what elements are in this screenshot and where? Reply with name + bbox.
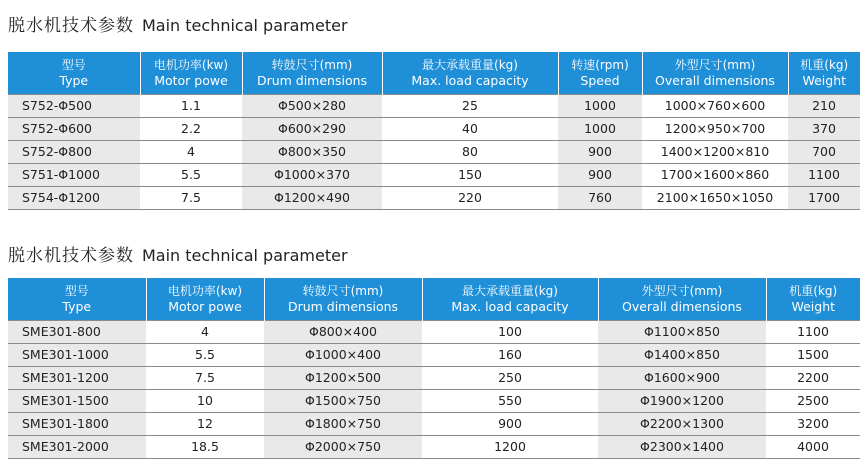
table-cell: 900 bbox=[558, 140, 642, 163]
table-cell: 2200 bbox=[766, 366, 860, 389]
table-cell: Φ1500×750 bbox=[264, 389, 422, 412]
column-header bbox=[8, 278, 146, 320]
column-header bbox=[140, 52, 242, 94]
table-cell: Φ1600×900 bbox=[598, 366, 766, 389]
column-header-zh: 机重(kg) bbox=[789, 283, 838, 298]
table-row bbox=[8, 163, 860, 186]
table-cell: Φ600×290 bbox=[242, 117, 382, 140]
column-header bbox=[558, 52, 642, 94]
table-cell: 900 bbox=[422, 412, 598, 435]
table-cell: 10 bbox=[146, 389, 264, 412]
table-cell: 1000 bbox=[558, 94, 642, 117]
column-header-en: Max. load capacity bbox=[451, 298, 569, 314]
column-header-en: Overall dimensions bbox=[622, 298, 742, 314]
column-header-en: Motor powe bbox=[168, 298, 242, 314]
column-header bbox=[382, 52, 558, 94]
table-cell: 80 bbox=[382, 140, 558, 163]
table-cell: Φ1900×1200 bbox=[598, 389, 766, 412]
table-cell: Φ1100×850 bbox=[598, 320, 766, 343]
column-header-en: Motor powe bbox=[154, 72, 228, 88]
section-title-1 bbox=[8, 13, 348, 39]
table-cell: 7.5 bbox=[146, 366, 264, 389]
column-header-zh: 转鼓尺寸(mm) bbox=[302, 283, 384, 298]
column-header bbox=[8, 52, 140, 94]
column-header-en: Type bbox=[62, 298, 92, 314]
column-header-zh: 转速(rpm) bbox=[571, 57, 629, 72]
table-cell: 760 bbox=[558, 186, 642, 209]
column-header-en: Weight bbox=[791, 298, 836, 314]
table-cell: 4 bbox=[140, 140, 242, 163]
table-cell: Φ1000×370 bbox=[242, 163, 382, 186]
column-header-zh: 型号 bbox=[64, 283, 89, 298]
table-cell: 210 bbox=[788, 94, 860, 117]
table-cell: Φ1200×490 bbox=[242, 186, 382, 209]
column-header-zh: 电机功率(kw) bbox=[153, 57, 229, 72]
title-en: Main technical parameter bbox=[142, 16, 348, 35]
table-cell: 160 bbox=[422, 343, 598, 366]
table-cell: 1000 bbox=[558, 117, 642, 140]
table-row bbox=[8, 186, 860, 209]
section-title-2 bbox=[8, 243, 348, 269]
table-cell: 3200 bbox=[766, 412, 860, 435]
table-row bbox=[8, 94, 860, 117]
table-cell: 550 bbox=[422, 389, 598, 412]
table-row bbox=[8, 389, 860, 412]
title-zh: 脱水机技术参数 bbox=[8, 246, 134, 266]
column-header bbox=[766, 278, 860, 320]
table-cell: 2100×1650×1050 bbox=[642, 186, 788, 209]
header-row bbox=[8, 278, 860, 320]
table-cell: Φ1400×850 bbox=[598, 343, 766, 366]
table-cell: 25 bbox=[382, 94, 558, 117]
table-cell: 4000 bbox=[766, 435, 860, 458]
table-cell: 7.5 bbox=[140, 186, 242, 209]
column-header-zh: 最大承载重量(kg) bbox=[462, 283, 558, 298]
table-cell: 5.5 bbox=[140, 163, 242, 186]
table-cell: 150 bbox=[382, 163, 558, 186]
spec-table-1 bbox=[8, 52, 860, 210]
table-row bbox=[8, 343, 860, 366]
table-cell: S752-Φ500 bbox=[8, 94, 140, 117]
column-header-zh: 最大承载重量(kg) bbox=[422, 57, 518, 72]
table-cell: 900 bbox=[558, 163, 642, 186]
table-cell: SME301-1000 bbox=[8, 343, 146, 366]
table-cell: 5.5 bbox=[146, 343, 264, 366]
table-cell: Φ2200×1300 bbox=[598, 412, 766, 435]
table-cell: 1100 bbox=[766, 320, 860, 343]
table-row bbox=[8, 140, 860, 163]
column-header-zh: 机重(kg) bbox=[800, 57, 849, 72]
table-row bbox=[8, 366, 860, 389]
column-header bbox=[642, 52, 788, 94]
spec-table-2 bbox=[8, 278, 860, 459]
column-header-en: Weight bbox=[802, 72, 847, 88]
column-header-zh: 型号 bbox=[61, 57, 86, 72]
header-row bbox=[8, 52, 860, 94]
table-cell: 40 bbox=[382, 117, 558, 140]
title-zh: 脱水机技术参数 bbox=[8, 16, 134, 36]
column-header bbox=[422, 278, 598, 320]
table-cell: Φ2000×750 bbox=[264, 435, 422, 458]
table-cell: Φ1000×400 bbox=[264, 343, 422, 366]
table-cell: 1700 bbox=[788, 186, 860, 209]
table-row bbox=[8, 117, 860, 140]
table-cell: 1700×1600×860 bbox=[642, 163, 788, 186]
table-cell: 1000×760×600 bbox=[642, 94, 788, 117]
column-header bbox=[598, 278, 766, 320]
column-header-en: Type bbox=[59, 72, 89, 88]
table-cell: SME301-1200 bbox=[8, 366, 146, 389]
table-cell: 220 bbox=[382, 186, 558, 209]
column-header-zh: 电机功率(kw) bbox=[167, 283, 243, 298]
table-cell: 1500 bbox=[766, 343, 860, 366]
table-cell: Φ800×400 bbox=[264, 320, 422, 343]
column-header-en: Speed bbox=[580, 72, 620, 88]
table-cell: 100 bbox=[422, 320, 598, 343]
table-cell: Φ2300×1400 bbox=[598, 435, 766, 458]
column-header-en: Max. load capacity bbox=[411, 72, 529, 88]
table-cell: 1200 bbox=[422, 435, 598, 458]
table-cell: S752-Φ800 bbox=[8, 140, 140, 163]
table-cell: Φ1800×750 bbox=[264, 412, 422, 435]
column-header-en: Drum dimensions bbox=[256, 72, 368, 88]
table-cell: 1400×1200×810 bbox=[642, 140, 788, 163]
table-cell: SME301-2000 bbox=[8, 435, 146, 458]
table-cell: S752-Φ600 bbox=[8, 117, 140, 140]
table-cell: 250 bbox=[422, 366, 598, 389]
column-header-zh: 外型尺寸(mm) bbox=[674, 57, 756, 72]
table-cell: 4 bbox=[146, 320, 264, 343]
table-cell: S754-Φ1200 bbox=[8, 186, 140, 209]
table-cell: 1200×950×700 bbox=[642, 117, 788, 140]
table-cell: SME301-1500 bbox=[8, 389, 146, 412]
column-header bbox=[788, 52, 860, 94]
column-header-zh: 转鼓尺寸(mm) bbox=[271, 57, 353, 72]
table-cell: S751-Φ1000 bbox=[8, 163, 140, 186]
column-header bbox=[146, 278, 264, 320]
table-cell: Φ500×280 bbox=[242, 94, 382, 117]
table-cell: 700 bbox=[788, 140, 860, 163]
column-header bbox=[242, 52, 382, 94]
column-header-en: Overall dimensions bbox=[655, 72, 775, 88]
table-cell: 1100 bbox=[788, 163, 860, 186]
table-cell: 2.2 bbox=[140, 117, 242, 140]
table-row bbox=[8, 412, 860, 435]
table-cell: 1.1 bbox=[140, 94, 242, 117]
column-header bbox=[264, 278, 422, 320]
table-cell: SME301-1800 bbox=[8, 412, 146, 435]
table-cell: 370 bbox=[788, 117, 860, 140]
table-cell: Φ1200×500 bbox=[264, 366, 422, 389]
table-row bbox=[8, 435, 860, 458]
table-row bbox=[8, 320, 860, 343]
table-cell: Φ800×350 bbox=[242, 140, 382, 163]
table-cell: 18.5 bbox=[146, 435, 264, 458]
table-cell: 12 bbox=[146, 412, 264, 435]
column-header-zh: 外型尺寸(mm) bbox=[641, 283, 723, 298]
table-cell: 2500 bbox=[766, 389, 860, 412]
column-header-en: Drum dimensions bbox=[287, 298, 399, 314]
title-en: Main technical parameter bbox=[142, 246, 348, 265]
table-cell: SME301-800 bbox=[8, 320, 146, 343]
